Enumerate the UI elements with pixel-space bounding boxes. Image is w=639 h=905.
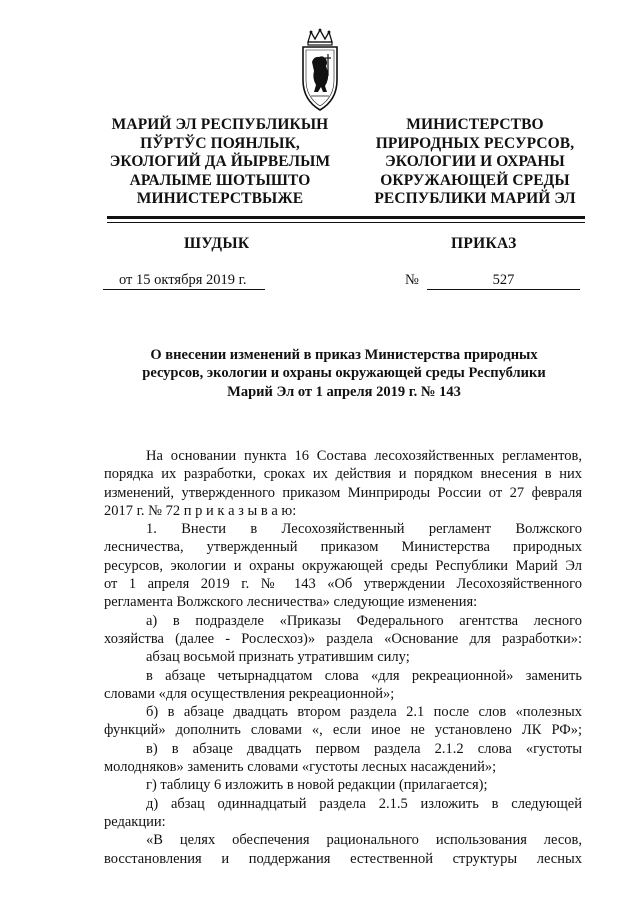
ministry-name-line: ПЎРТЎС ПОЯНЛЫК, <box>140 134 300 152</box>
ministry-name-line: МИНИСТЕРСТВЫЖЕ <box>136 190 304 208</box>
body-line: в абзаце четырнадцатом слова «для рекреационной» заменить <box>146 667 582 684</box>
body-line: словами «для осуществления рекреационной»; <box>104 685 395 702</box>
ministry-name-line: МАРИЙ ЭЛ РЕСПУБЛИКЫН <box>111 116 329 133</box>
body-line: 1. Внести в Лесохозяйственный регламент Волжского <box>146 521 582 538</box>
body-line: восстановления и поддержания естественной структуры лесных <box>104 850 582 867</box>
header-divider-thick <box>107 216 585 219</box>
body-line: в) в абзаце двадцать первом раздела 2.1.2 слова «густоты <box>146 740 582 757</box>
ministry-name-line: ЭКОЛОГИЙ ДА ЙЫРВЕЛЫМ <box>109 153 331 171</box>
title-line: Марий Эл от 1 апреля 2019 г. № 143 <box>227 383 461 400</box>
header-divider-thin <box>107 222 585 223</box>
body-line: функций» дополнить словами «, если иное не установлено ЛК РФ»; <box>104 722 582 739</box>
order-number: 527 <box>492 272 515 288</box>
body-line: ресурсов, экологии и охраны окружающей среды Республики Марий Эл <box>104 557 582 574</box>
body-line: б) в абзаце двадцать втором раздела 2.1 после слов «полезных <box>146 704 582 721</box>
body-line: от 1 апреля 2019 г. № 143 «Об утверждении Лесохозяйственного <box>104 576 582 593</box>
coat-of-arms-icon <box>299 28 341 112</box>
title-line: О внесении изменений в приказ Министерства природных <box>150 347 538 363</box>
number-sign: № <box>405 272 419 288</box>
ministry-name-line: МИНИСТЕРСТВО <box>406 116 544 133</box>
order-date-field <box>103 271 265 290</box>
body-line: абзац восьмой признать утратившим силу; <box>146 649 410 666</box>
ministry-name-line: ПРИРОДНЫХ РЕСУРСОВ, <box>375 134 575 152</box>
body-line: г) таблицу 6 изложить в новой редакции (прилагается); <box>146 777 488 794</box>
body-line: регламента Волжского лесничества» следующие изменения: <box>104 594 478 611</box>
body-line: 2017 г. № 72 п р и к а з ы в а ю: <box>104 502 297 519</box>
body-line: д) абзац одиннадцатый раздела 2.1.5 изложить в следующей <box>146 795 582 812</box>
ministry-name-mari <box>100 116 340 209</box>
ministry-name-line: ОКРУЖАЮЩЕЙ СРЕДЫ <box>380 171 570 189</box>
body-line: а) в подразделе «Приказы Федерального агентства лесного <box>146 612 582 629</box>
ministry-name-line: ЭКОЛОГИИ И ОХРАНЫ <box>385 153 565 171</box>
title-line: ресурсов, экологии и охраны окружающей среды Республики <box>142 365 546 382</box>
body-line: молодняков» заменить словами «густоты лесных насаждений»; <box>104 759 497 776</box>
ministry-name-line: РЕСПУБЛИКИ МАРИЙ ЭЛ <box>374 190 576 208</box>
order-date: от 15 октября 2019 г. <box>119 272 247 288</box>
doc-type-russian: ПРИКАЗ <box>451 235 517 252</box>
body-line: порядка их разработки, сроках их действия и порядком внесения в них <box>104 466 582 483</box>
ministry-name-line: АРАЛЫМЕ ШОТЫШТО <box>129 171 311 189</box>
body-line: редакции: <box>104 813 166 830</box>
ministry-name-russian <box>351 116 599 209</box>
body-line: «В целях обеспечения рационального использования лесов, <box>146 832 582 849</box>
body-line: хозяйства (далее - Рослесхоз)» раздела «Основание для разработки»: <box>104 630 582 647</box>
document-body <box>104 447 582 868</box>
order-number-field <box>427 271 580 290</box>
body-line: лесничества, утвержденный приказом Министерства природных <box>104 539 582 556</box>
document-title <box>120 346 568 401</box>
doc-type-mari: ШУДЫК <box>184 235 250 252</box>
body-line: изменений, утвержденного приказом Минприроды России от 27 февраля <box>104 484 582 501</box>
body-line: На основании пункта 16 Состава лесохозяйственных регламентов, <box>146 448 582 464</box>
